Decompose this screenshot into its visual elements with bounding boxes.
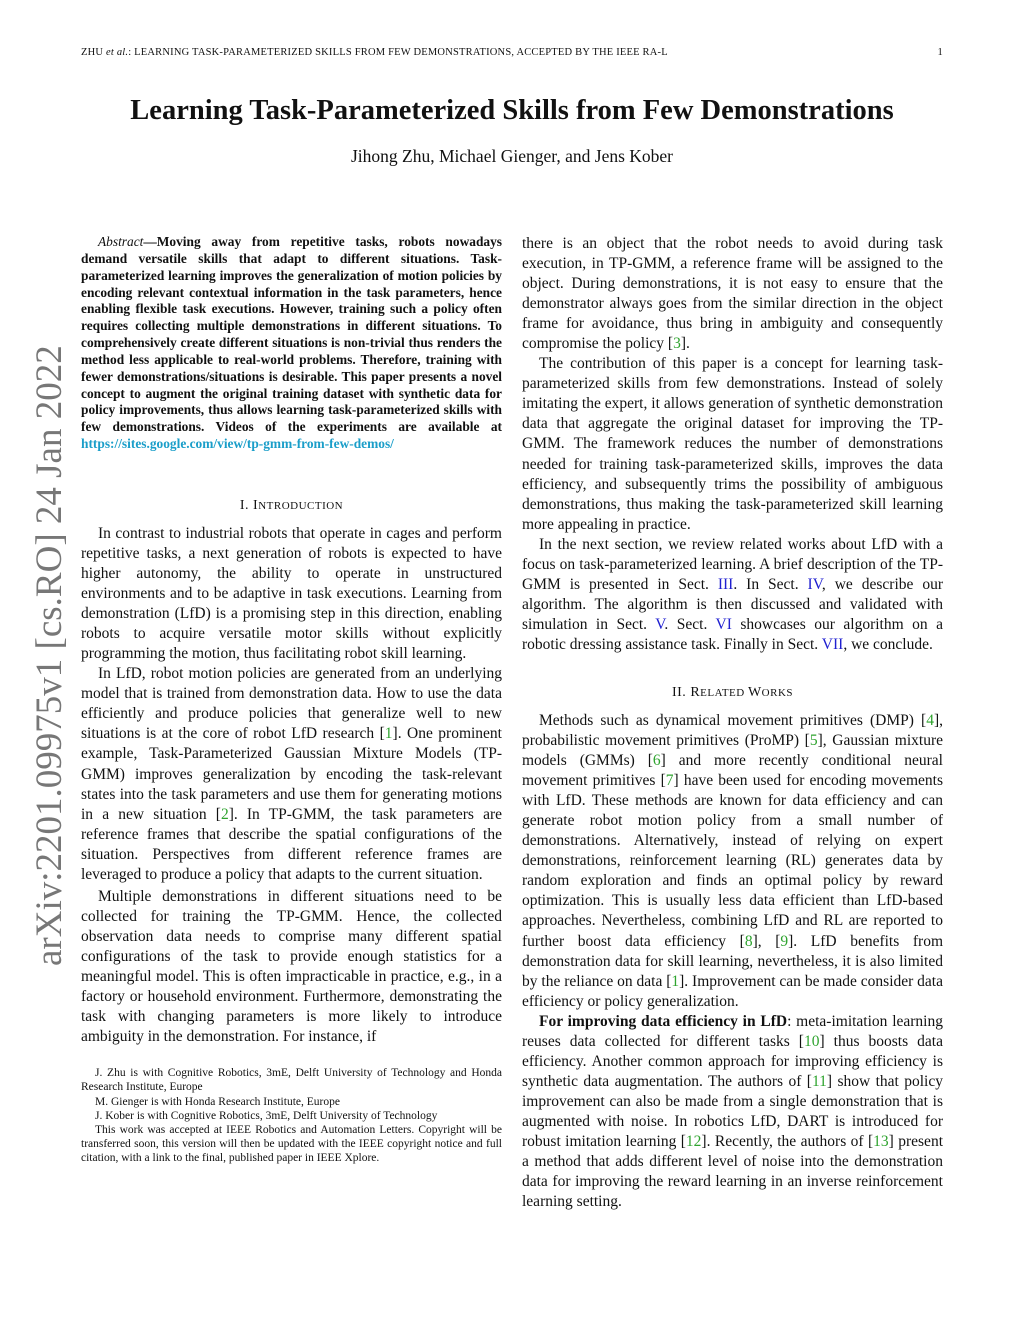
section-link[interactable]: VI (715, 615, 732, 633)
citation-link[interactable]: 9 (780, 932, 789, 950)
section-link[interactable]: V (655, 615, 665, 633)
footnote-3: J. Kober is with Cognitive Robotics, 3mE, Delft University of Technology (95, 1109, 438, 1122)
citation-link[interactable]: 13 (873, 1132, 889, 1150)
page-number: 1 (937, 47, 943, 58)
abstract-label: Abstract (98, 234, 144, 249)
running-head-text: : LEARNING TASK-PARAMETERIZED SKILLS FROM FEW DEMONSTRATIONS, ACCEPTED BY THE IEEE RA-L (128, 47, 668, 58)
citation-link[interactable]: 1 (671, 972, 680, 990)
running-head-author: ZHU (81, 47, 104, 58)
video-link[interactable]: https://sites.google.com/view/tp-gmm-from-few-demos/ (81, 436, 394, 452)
section-link[interactable]: IV (807, 575, 822, 593)
related-paragraph-2: For improving data efficiency in LfD: meta-imitation learning reuses data collected for different tasks [10] thus boosts data efficiency. Another common approach for improving efficiency is synthetic data augmentation. The authors of [11] show that policy improvement can also be made from a single demonstration that is augmented with noise. In robotics LfD, DART is introduced for robust imitation learning [12]. Recently, the authors of [13] present a method that adds different level of noise into the demonstration data for improving the reward learning in an inverse reinforcement learning setting. (522, 1012, 943, 1211)
paragraph-lead: For improving data efficiency in LfD (539, 1012, 788, 1030)
running-head-etal: et al. (106, 47, 129, 58)
citation-link[interactable]: 7 (665, 772, 674, 790)
footnote-4: This work was accepted at IEEE Robotics and Automation Letters. Copyright will be transferred soon, this version will then be updated with the IEEE copyright notice and full citation, with a link to the final, published paper in IEEE Xplore. (81, 1124, 502, 1165)
section-link[interactable]: VII (821, 635, 844, 653)
intro-paragraph-6: In the next section, we review related works about LfD with a focus on task-parameterized learning. A brief description of the TP-GMM is presented in Sect. III. In Sect. IV, we describe our algorithm. The algorithm is then discussed and validated with simulation in Sect. V. Sect. VI showcases our algorithm on a robotic dressing assistance task. Finally in Sect. VII, we conclude. (522, 535, 944, 653)
intro-paragraph-3: Multiple demonstrations in different situations need to be collected for training the TP-GMM. Hence, the collected observation data needs to comprise many different spatial configurations of the task to provide enough statistics for a meaningful model. This is often impracticable in practice, e.g., in a factory or household environment. Furthermore, demonstrating the task with changing parameters is more likely to introduce ambiguity in the demonstration. For instance, if (81, 887, 502, 1046)
citation-link[interactable]: 11 (811, 1072, 827, 1090)
arxiv-stamp: arXiv:2201.09975v1 [cs.RO] 24 Jan 2022 (29, 345, 70, 966)
intro-paragraph-1: In contrast to industrial robots that operate in cages and perform repetitive tasks, a next generation of robots is expected to have higher autonomy, the ability to operate in unstructured environments and to be adaptive in task executions. Learning from demonstration (LfD) is a promising step in this direction, enabling robots to acquire versatile motor skills without explicitly programming the motion, thus facilitating robot skill learning. (81, 524, 502, 663)
citation-link[interactable]: 10 (803, 1032, 820, 1050)
intro-paragraph-2: In LfD, robot motion policies are generated from an underlying model that is trained from demonstration data. How to use the data efficiently and produce policies that generalize well to new situations is at the core of robot LfD research [1]. One prominent example, Task-Parameterized Gaussian Mixture Models (TP-GMM) improves generalization by encoding the task-relevant states into the task parameters and use them for generating motions in a new situation [2]. In TP-GMM, the task parameters are reference frames that describe the spatial configurations of the situation. Perspectives from different reference frames are leveraged to produce a policy that adapts to the current situation. (81, 665, 502, 883)
intro-paragraph-4: there is an object that the robot needs to avoid during task execution, in TP-GMM, a reference frame will be assigned to the object. During demonstrations, it is not easy to ensure that the demonstrator always goes from the similar direction in the object frame for avoidance, thus bring in ambiguity and consequently compromise the policy [3]. (522, 235, 943, 353)
right-column (522, 234, 943, 1212)
citation-link[interactable]: 5 (809, 732, 818, 750)
footnotes (81, 1066, 502, 1165)
section-heading-related-works: II. RELATED WORKS (671, 684, 794, 700)
footnote-2: M. Gienger is with Honda Research Institute, Europe (95, 1095, 340, 1108)
citation-link[interactable]: 2 (220, 805, 229, 823)
running-head (81, 47, 943, 58)
paper-authors: Jihong Zhu, Michael Gienger, and Jens Kober (351, 146, 673, 166)
abstract (81, 234, 502, 453)
citation-link[interactable]: 6 (652, 752, 661, 770)
left-column (81, 234, 502, 1166)
citation-link[interactable]: 4 (926, 711, 934, 729)
citation-link[interactable]: 12 (685, 1132, 702, 1150)
citation-link[interactable]: 3 (673, 335, 681, 353)
abstract-text: —Moving away from repetitive tasks, robots nowadays demand versatile skills that adapt to different situations. Task-parameterized learning improves the generalization of motion policies by encoding relevant contextual information in the task parameters, hence enabling flexible task executions. However, training such a policy often requires collecting multiple demonstrations in different situations. To comprehensively create different situations is non-trivial thus renders the method less applicable to real-world problems. Therefore, training with fewer demonstrations/situations is desirable. This paper presents a novel concept to augment the original training dataset with synthetic data for policy improvements, thus allows learning task-parameterized skills with few demonstrations. Videos of the experiments are available at (81, 234, 502, 435)
intro-paragraph-5: The contribution of this paper is a concept for learning task-parameterized skills from few demonstrations. Instead of solely imitating the expert, it allows generation of synthetic demonstration data that aggregate the original dataset for improving the TP-GMM. The framework reduces the number of demonstrations needed for training task-parameterized skills, improves the data efficiency, and subsequently trims the possibility of ambiguous demonstrations, thus making the task-parameterized skill learning more appealing in practice. (522, 355, 943, 533)
related-paragraph-1: Methods such as dynamical movement primitives (DMP) [4], probabilistic movement primitives (ProMP) [5], Gaussian mixture models (GMMs) [6] and more recently conditional neural movement primitives [7] have been used for encoding movements with LfD. These methods are known for data efficiency and can generate robot motion policy from a small number of demonstrations. Alternatively, instead of relying on expert demonstrations, reinforcement learning (RL) generates data by random exploration and finds an optimal policy by reward optimization. This is usually less data efficient than LfD-based approaches. Nevertheless, combining LfD and RL are reported to further boost data efficiency [8], [9]. LfD benefits from demonstration data for skill learning, nevertheless, it is also limited by the reliance on data [1]. Improvement can be made consider data efficiency or policy generalization. (522, 711, 944, 1010)
footnote-1: J. Zhu is with Cognitive Robotics, 3mE, Delft University of Technology and Honda Research Institute, Europe (81, 1067, 502, 1094)
section-link[interactable]: III (717, 575, 734, 593)
citation-link[interactable]: 8 (744, 932, 753, 950)
paper-title: Learning Task-Parameterized Skills from Few Demonstrations (130, 95, 894, 126)
citation-link[interactable]: 1 (384, 725, 393, 743)
section-heading-introduction: I. INTRODUCTION (239, 497, 344, 513)
